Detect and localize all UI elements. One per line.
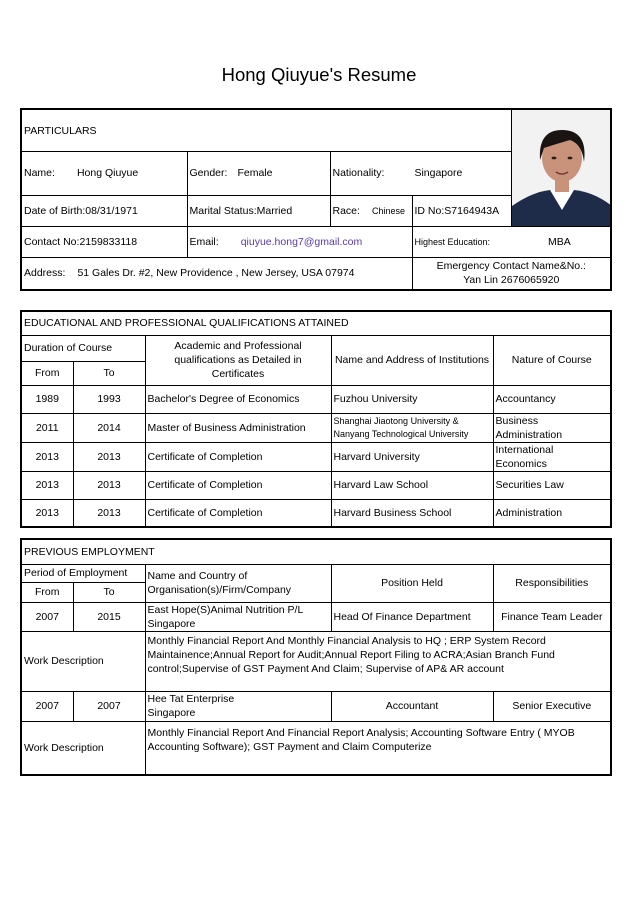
education-heading: EDUCATIONAL AND PROFESSIONAL QUALIFICATIONS ATTAINED <box>21 311 611 335</box>
nature-cell: Securities Law <box>493 471 611 499</box>
to-cell: 2015 <box>73 602 145 631</box>
to-cell: 2014 <box>73 413 145 442</box>
from-cell: 2007 <box>21 691 73 721</box>
emergency-label: Emergency Contact Name&No.: <box>436 260 586 273</box>
work-description-text: Monthly Financial Report And Monthly Financial Analysis to HQ ; ERP System Record Maintainence;Annual Report for Audit;Annual Report Filing to ACRA;Asian Branch Fund control;Supervise of GST Payment And Claim; Supervise of AP& AR account <box>145 631 611 691</box>
id-cell: ID No:S7164943A <box>412 195 511 226</box>
education-table <box>20 310 612 528</box>
table-row <box>21 631 611 691</box>
particulars-heading: PARTICULARS <box>21 109 511 152</box>
nature-line-1: International <box>495 443 554 456</box>
to-cell: 2013 <box>73 471 145 499</box>
name-cell <box>21 152 187 196</box>
table-row <box>21 442 611 471</box>
qualification-cell: Certificate of Completion <box>145 471 331 499</box>
nature-header: Nature of Course <box>493 335 611 385</box>
qualification-cell: Bachelor's Degree of Economics <box>145 385 331 413</box>
education-level-cell <box>412 227 611 258</box>
nature-line-1: Business <box>495 414 539 427</box>
institution-line-2: Nanyang Technological University <box>333 428 469 439</box>
to-cell: 2013 <box>73 442 145 471</box>
academic-header: Academic and Professional qualifications as Detailed in Certificates <box>145 335 331 385</box>
resume-title: Hong Qiuyue's Resume <box>221 64 417 85</box>
organisation-country: Singapore <box>147 707 196 719</box>
race-label: Race: <box>332 204 360 217</box>
qualification-cell: Certificate of Completion <box>145 442 331 471</box>
address-value: 51 Gales Dr. #2, New Providence , New Jersey, USA 07974 <box>77 267 355 280</box>
race-value: Chinese <box>371 205 405 216</box>
highest-education-value: MBA <box>548 236 571 248</box>
institution-cell: Harvard University <box>331 442 493 471</box>
table-row <box>21 385 611 413</box>
nature-line-2: Economics <box>495 457 547 470</box>
contact-cell: Contact No:2159833118 <box>21 227 187 258</box>
nationality-value: Singapore <box>414 167 463 180</box>
emergency-value: Yan Lin 2676065920 <box>463 274 560 287</box>
to-header: To <box>73 361 145 385</box>
qualification-cell: Master of Business Administration <box>145 413 331 442</box>
nationality-cell <box>330 152 511 196</box>
position-cell: Accountant <box>331 691 493 721</box>
gender-value: Female <box>237 167 273 180</box>
to-header: To <box>73 582 145 602</box>
dob-cell: Date of Birth:08/31/1971 <box>21 195 187 226</box>
institution-header: Name and Address of Institutions <box>331 335 493 385</box>
emergency-contact-cell <box>412 258 611 290</box>
from-cell: 1989 <box>21 385 73 413</box>
position-header: Position Held <box>331 564 493 602</box>
to-cell: 1993 <box>73 385 145 413</box>
responsibilities-cell: Finance Team Leader <box>493 602 611 631</box>
email-cell <box>187 227 412 258</box>
table-row <box>21 602 611 631</box>
institution-line-1: Shanghai Jiaotong University & <box>333 415 459 426</box>
qualification-cell: Certificate of Completion <box>145 499 331 527</box>
marital-cell: Marital Status:Married <box>187 195 330 226</box>
table-row <box>21 471 611 499</box>
table-row <box>21 499 611 527</box>
from-cell: 2013 <box>21 442 73 471</box>
gender-label: Gender: <box>189 167 228 180</box>
name-value: Hong Qiuyue <box>76 167 139 180</box>
gender-cell <box>187 152 330 196</box>
highest-education-label: Highest Education: <box>414 237 491 247</box>
organisation-country: Singapore <box>147 617 196 630</box>
from-header: From <box>21 582 73 602</box>
to-cell: 2013 <box>73 499 145 527</box>
period-header: Period of Employment <box>21 564 145 582</box>
email-link[interactable]: qiuyue.hong7@gmail.com <box>240 236 363 248</box>
nature-cell: Administration <box>493 499 611 527</box>
nature-cell: Accountancy <box>493 385 611 413</box>
employment-heading: PREVIOUS EMPLOYMENT <box>21 539 611 564</box>
to-cell: 2007 <box>73 691 145 721</box>
particulars-table <box>20 108 612 291</box>
nationality-label: Nationality: <box>332 167 385 180</box>
race-cell <box>330 195 412 226</box>
employment-table <box>20 538 612 776</box>
institution-cell: Harvard Law School <box>331 471 493 499</box>
name-label: Name: <box>24 167 55 180</box>
table-row <box>21 721 611 775</box>
institution-cell <box>331 413 493 442</box>
position-cell: Head Of Finance Department <box>331 602 493 631</box>
responsibilities-cell: Senior Executive <box>493 691 611 721</box>
organisation-header: Name and Country of Organisation(s)/Firm/Company <box>145 564 331 602</box>
from-header: From <box>21 361 73 385</box>
work-description-text: Monthly Financial Report And Financial Report Analysis; Accounting Software Entry ( MYOB Accounting Software); GST Payment and Claim Computerize <box>145 721 611 775</box>
nature-cell <box>493 442 611 471</box>
email-label: Email: <box>189 236 219 248</box>
table-row <box>21 691 611 721</box>
work-description-label: Work Description <box>21 721 145 775</box>
address-label: Address: <box>24 267 66 280</box>
responsibilities-header: Responsibilities <box>493 564 611 602</box>
from-cell: 2007 <box>21 602 73 631</box>
work-description-label: Work Description <box>21 631 145 691</box>
duration-header: Duration of Course <box>21 335 145 361</box>
address-cell <box>21 258 412 290</box>
institution-cell: Fuzhou University <box>331 385 493 413</box>
institution-cell: Harvard Business School <box>331 499 493 527</box>
organisation-cell <box>145 602 331 631</box>
from-cell: 2013 <box>21 471 73 499</box>
organisation-name: Hee Tat Enterprise <box>147 693 235 705</box>
profile-photo <box>511 109 611 227</box>
from-cell: 2011 <box>21 413 73 442</box>
nature-line-2: Administration <box>495 428 563 441</box>
from-cell: 2013 <box>21 499 73 527</box>
table-row <box>21 413 611 442</box>
organisation-cell <box>145 691 331 721</box>
nature-cell <box>493 413 611 442</box>
organisation-name: East Hope(S)Animal Nutrition P/L <box>147 603 304 616</box>
